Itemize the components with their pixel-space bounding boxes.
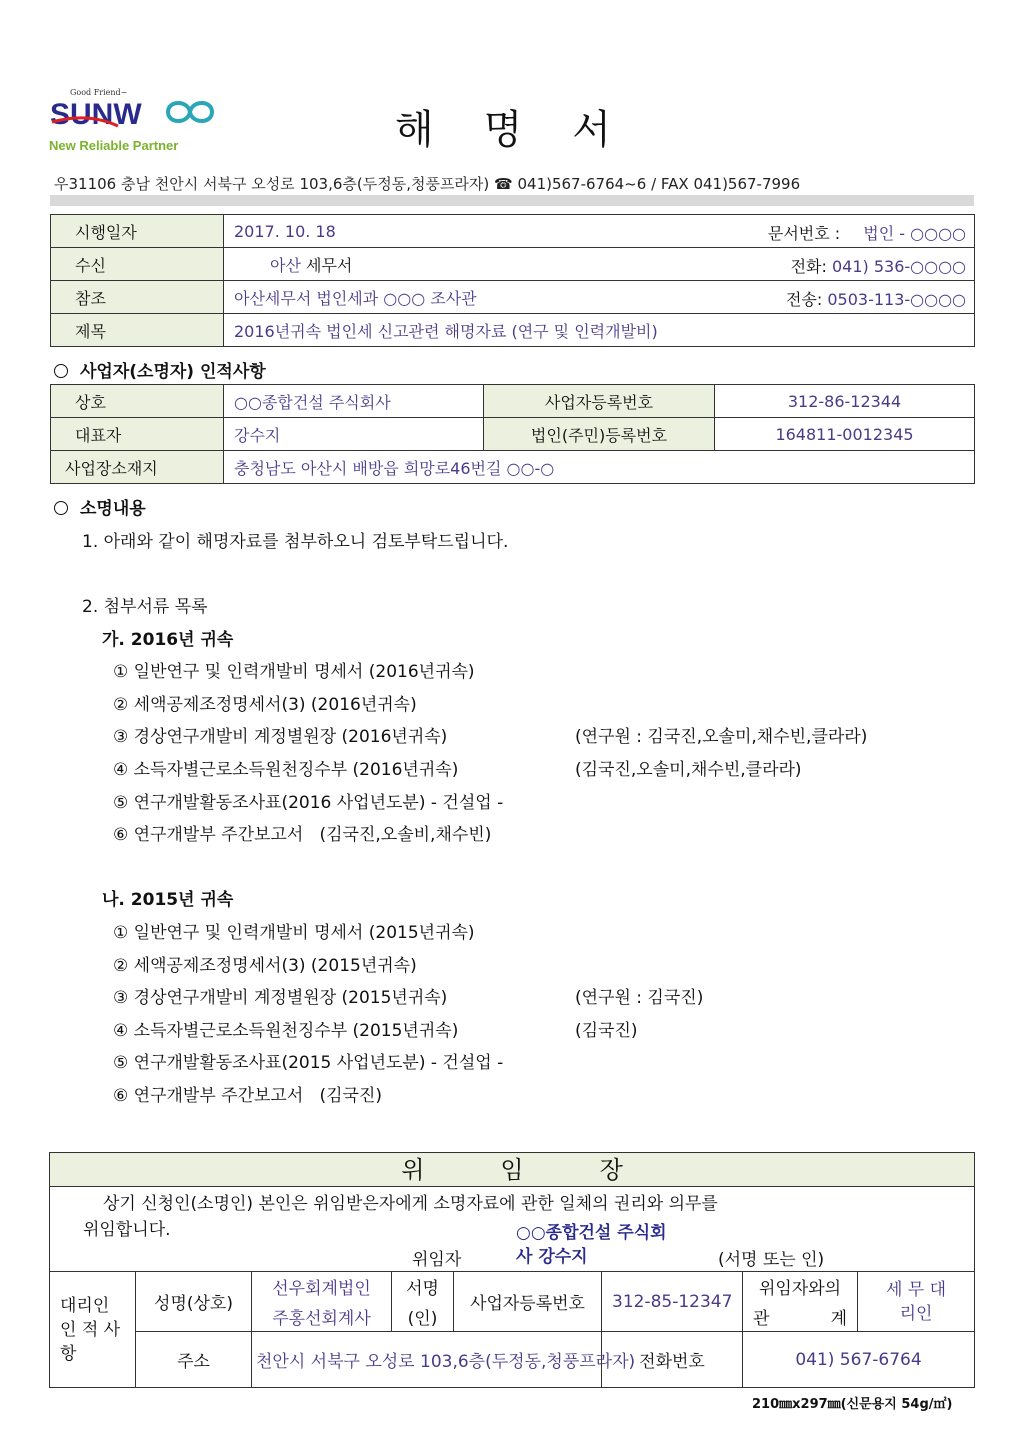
fax-label: 전송: [785, 290, 823, 309]
trade-label: 상호 [51, 385, 224, 418]
logo-slogan-top: Good Friend~ [70, 88, 128, 97]
poa-representative: 사 강수지 [516, 1247, 588, 1267]
poa-title: 위 임 장 [50, 1153, 974, 1187]
list-item: ⑥ 연구개발부 주간보고서 (김국진,오솔비,채수빈) [113, 825, 492, 845]
group-2016-title: 가. 2016년 귀속 [102, 630, 234, 650]
agent-seal-label: (인) [392, 1302, 454, 1332]
power-of-attorney-box [49, 1152, 975, 1388]
logo-tagline: New Reliable Partner [49, 138, 179, 153]
agent-info-label: 대리인 인 적 사 항 [50, 1272, 136, 1388]
explanation-line-1: 1. 아래와 같이 해명자료를 첨부하오니 검토부탁드립니다. [82, 532, 509, 552]
poa-delegator-label: 위임자 [412, 1250, 462, 1270]
poa-statement-line-1: 상기 신청인(소명인) 본인은 위임받은자에게 소명자료에 관한 일체의 권리와 의무를 [103, 1194, 718, 1214]
agent-name-person: 주홍선회계사 [252, 1302, 392, 1332]
phone-value: 041) 536-○○○○ [831, 257, 966, 276]
agent-info-table [49, 1271, 975, 1388]
agent-bizno-value: 312-85-12347 [602, 1272, 743, 1332]
company-address: 우31106 충남 천안시 서북구 오성로 103,6층(두정동,청풍프라자) ☎ 041)567-6764~6 / FAX 041)567-7996 [54, 175, 801, 193]
agent-tel-value: 041) 567-6764 [743, 1332, 975, 1388]
agent-address-label: 주소 [136, 1332, 252, 1388]
info-row-trade [51, 385, 975, 418]
poa-statement-line-2: 위임합니다. [83, 1220, 171, 1240]
list-item-note: (김국진) [575, 1021, 638, 1041]
agent-name-label: 성명(상호) [136, 1272, 252, 1332]
recipient-label: 수신 [51, 248, 224, 281]
relation-label-1: 위임자와의 [743, 1272, 858, 1302]
section-personal-info-title: 사업자(소명자) 인적사항 [54, 357, 266, 382]
list-item: ⑤ 연구개발활동조사표(2016 사업년도분) - 건설업 - [113, 793, 504, 813]
agent-sign-label: 서명 [392, 1272, 454, 1302]
header-row-reference [51, 281, 975, 314]
group-2015-title: 나. 2015년 귀속 [102, 890, 234, 910]
address-label: 사업장소재지 [51, 451, 224, 484]
corpno-value: 164811-0012345 [715, 418, 975, 451]
paper-size-note: 210㎜x297㎜(신문용지 54g/㎡) [752, 1397, 953, 1412]
address-divider [50, 195, 974, 206]
docno-value: 법인 - ○○○○ [863, 224, 966, 243]
header-row-subject [51, 314, 975, 347]
info-row-address [51, 451, 975, 484]
reference-label: 참조 [51, 281, 224, 314]
list-item: ① 일반연구 및 인력개발비 명세서 (2016년귀속) [113, 662, 475, 682]
header-row-date [51, 215, 975, 248]
address-value: 충청남도 아산시 배방읍 희망로46번길 ○○-○ [224, 451, 975, 484]
list-item: ④ 소득자별근로소득원천징수부 (2015년귀속) [113, 1021, 459, 1041]
list-item-note: (연구원 : 김국진,오솔미,채수빈,클라라) [575, 727, 868, 747]
list-item: ② 세액공제조정명세서(3) (2015년귀속) [113, 956, 417, 976]
section-explanation-title: 소명내용 [54, 494, 146, 519]
subject-label: 제목 [51, 314, 224, 347]
list-item: ① 일반연구 및 인력개발비 명세서 (2015년귀속) [113, 923, 475, 943]
explanation-line-2: 2. 첨부서류 목록 [82, 597, 208, 617]
trade-value: ○○종합건설 주식회사 [224, 385, 484, 418]
corpno-label: 법인(주민)등록번호 [484, 418, 715, 451]
list-item: ④ 소득자별근로소득원천징수부 (2016년귀속) [113, 760, 459, 780]
list-item: ③ 경상연구개발비 계정별원장 (2015년귀속) [113, 988, 448, 1008]
bizno-label: 사업자등록번호 [484, 385, 715, 418]
circle-bullet-icon [54, 501, 68, 515]
svg-text:SUNW: SUNW [50, 98, 142, 131]
poa-sign-note: (서명 또는 인) [718, 1250, 825, 1270]
circle-bullet-icon [54, 364, 68, 378]
phone-label: 전화: [790, 257, 827, 276]
agent-tel-label: 전화번호 [602, 1332, 743, 1388]
subject-value: 2016년귀속 법인세 신고관련 해명자료 (연구 및 인력개발비) [234, 321, 658, 341]
agent-address-value: 천안시 서북구 오성로 103,6층(두정동,청풍프라자) [252, 1332, 602, 1388]
relation-value: 세 무 대리인 [858, 1272, 975, 1332]
list-item: ③ 경상연구개발비 계정별원장 (2016년귀속) [113, 727, 448, 747]
list-item: ⑤ 연구개발활동조사표(2015 사업년도분) - 건설업 - [113, 1053, 504, 1073]
agent-name-firm: 선우회계법인 [252, 1272, 392, 1302]
rep-value: 강수지 [224, 418, 484, 451]
list-item-note: (김국진,오솔미,채수빈,클라라) [575, 760, 802, 780]
relation-label-2: 관 계 [743, 1302, 858, 1332]
list-item-note: (연구원 : 김국진) [575, 988, 704, 1008]
list-item: ⑥ 연구개발부 주간보고서 (김국진) [113, 1086, 383, 1106]
info-row-representative [51, 418, 975, 451]
personal-info-table [50, 384, 975, 484]
date-value: 2017. 10. 18 [234, 221, 336, 241]
fax-value: 0503-113-○○○○ [827, 290, 966, 309]
recipient-value: 아산 [270, 255, 301, 275]
reference-value: 아산세무서 법인세과 ○○○ 조사관 [234, 288, 477, 308]
rep-label: 대표자 [51, 418, 224, 451]
recipient-office: 세무서 [306, 255, 353, 275]
date-label: 시행일자 [51, 215, 224, 248]
document-header-table [50, 214, 975, 347]
docno-label: 문서번호 : [767, 224, 841, 243]
agent-bizno-label: 사업자등록번호 [454, 1272, 602, 1332]
bizno-value: 312-86-12344 [715, 385, 975, 418]
header-row-recipient [51, 248, 975, 281]
list-item: ② 세액공제조정명세서(3) (2016년귀속) [113, 695, 417, 715]
poa-company-name: ○○종합건설 주식회 [516, 1223, 667, 1243]
page-title: 해명서 [395, 107, 661, 153]
